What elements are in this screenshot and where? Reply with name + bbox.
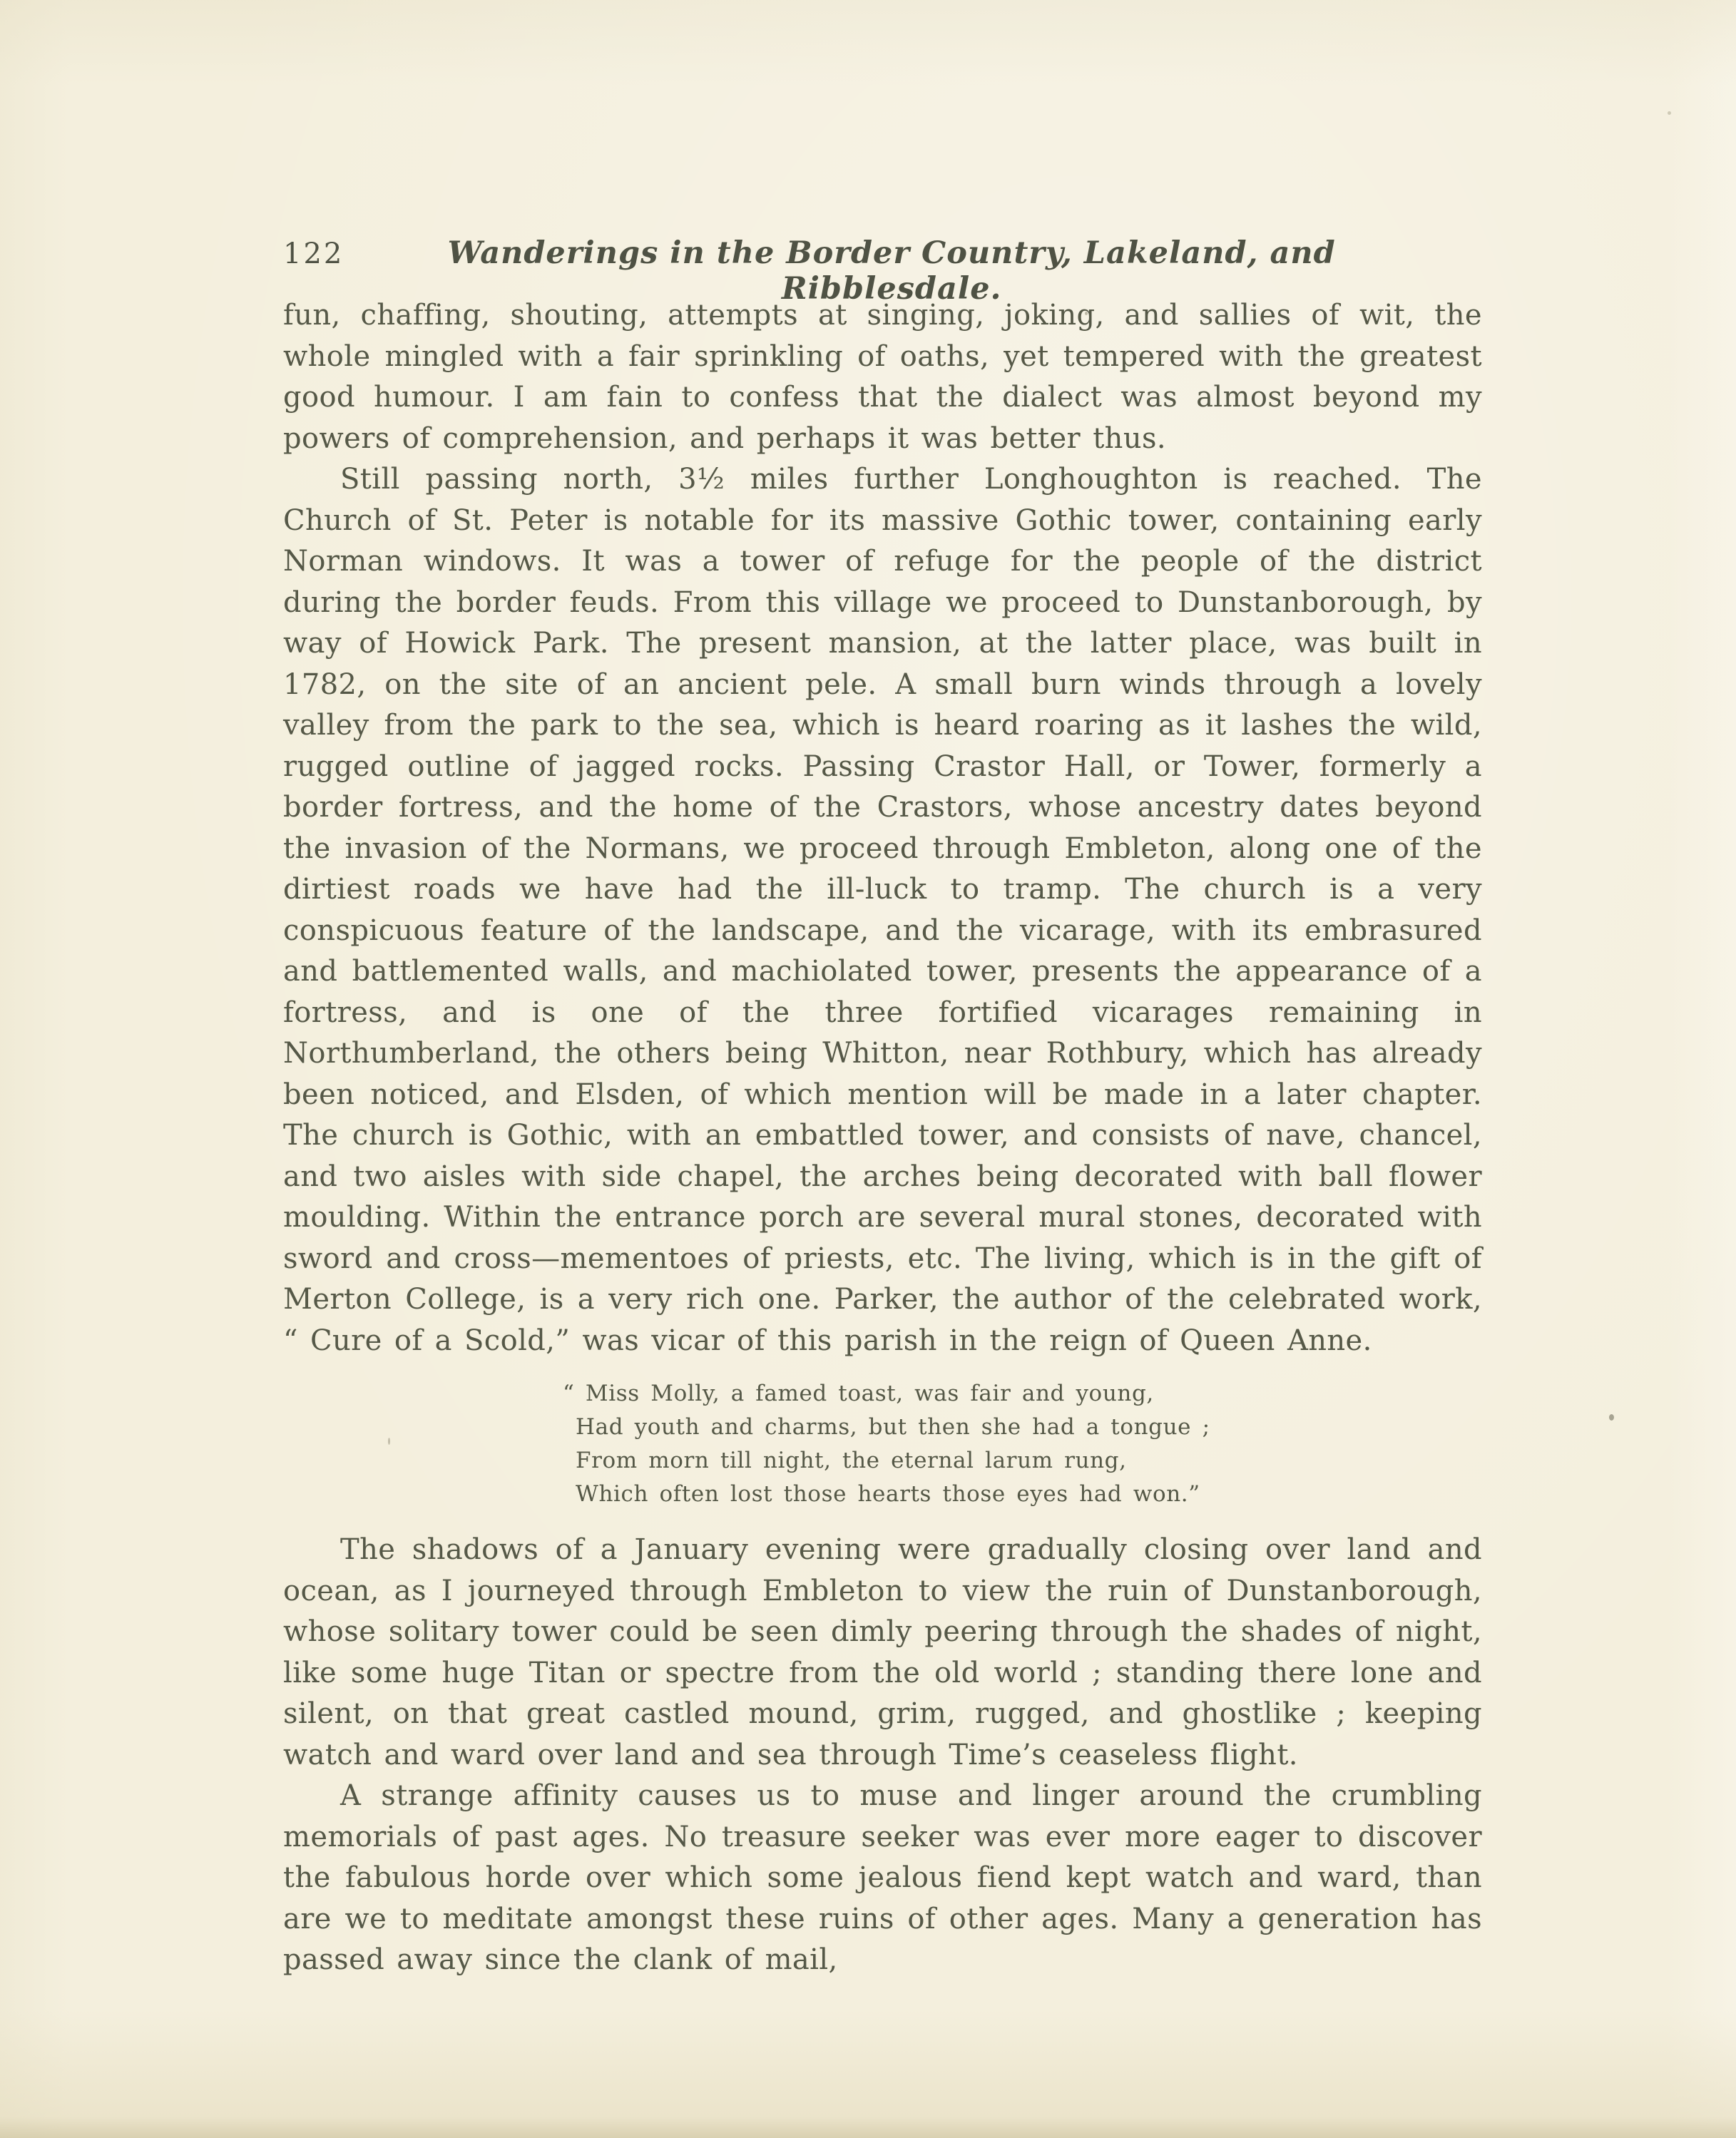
paragraph-january-evening: The shadows of a January evening were gradually closing over land and ocean, as I journeyed through Embleton to view the ruin of Dunstanborough, whose solitary tower could be seen dimly peering through the shades of night, like some huge Titan or spectre from the old world ; standing there lone and silent, on that great castled mound, grim, rugged, and ghostlike ; keeping watch and ward over land and sea through Time’s ceaseless flight. [283, 1533, 1482, 1771]
verse-line: Which often lost those hearts those eyes had won.” [576, 1481, 1200, 1507]
paper-speck [1609, 1414, 1614, 1421]
paragraph-longhoughton: Still passing north, 3½ miles further Longhoughton is reached. The Church of St. Peter is notable for its massive Gothic tower, containing early Norman windows. It was a tower of refuge for the people of the district during the border feuds. From this village we proceed to Dunstanborough, by way of Howick Park. The present mansion, at the latter place, was built in 1782, on the site of an ancient pele. A small burn winds through a lovely valley from the park to the sea, which is heard roaring as it lashes the wild, rugged outline of jagged rocks. Passing Crastor Hall, or Tower, formerly a border fortress, and the home of the Crastors, whose ancestry dates beyond the invasion of the Normans, we proceed through Embleton, along one of the dirtiest roads we have had the ill-luck to tramp. The church is a very conspicuous feature of the landscape, and the vicarage, with its embrasured and battlemented walls, and machiolated tower, presents the appearance of a fortress, and is one of the three fortified vicarages remaining in Northumberland, the others being Whitton, near Rothbury, which has already been noticed, and Elsden, of which mention will be made in a later chapter. The church is Gothic, with an embattled tower, and consists of nave, chancel, and two aisles with side chapel, the arches being decorated with ball flower moulding. Within the entrance porch are several mural stones, decorated with sword and cross—mementoes of priests, etc. The living, which is in the gift of Merton College, is a very rich one. Parker, the author of the celebrated work, “ Cure of a Scold,” was vicar of this parish in the reign of Queen Anne. [283, 463, 1482, 1357]
verse-line: From morn till night, the eternal larum rung, [576, 1448, 1127, 1473]
verse-line: “ Miss Molly, a famed toast, was fair and young, [563, 1381, 1154, 1406]
paragraph-strange-affinity: A strange affinity causes us to muse and linger around the crumbling memorials of past ages. No treasure seeker was ever more eager to discover the fabulous horde over which some jealous fiend kept watch and ward, than are we to meditate amongst these ruins of other ages. Many a generation has passed away since the clank of mail, [283, 1779, 1482, 1976]
verse-quotation [563, 1377, 1482, 1511]
paragraph-continuation: fun, chaffing, shouting, attempts at singing, joking, and sallies of wit, the whole mingled with a fair sprinkling of oaths, yet tempered with the greatest good humour. I am fain to confess that the dialect was almost beyond my powers of comprehension, and perhaps it was better thus. [283, 299, 1482, 455]
paper-speck [1085, 312, 1088, 315]
text-block [283, 295, 1482, 1981]
paper-speck [1668, 111, 1671, 115]
paper-speck [388, 1438, 390, 1445]
running-title: Wanderings in the Border Country, Lakeland, and Ribblesdale. [447, 235, 1336, 307]
page-number: 122 [283, 237, 344, 270]
verse-line: Had youth and charms, but then she had a tongue ; [576, 1414, 1210, 1440]
